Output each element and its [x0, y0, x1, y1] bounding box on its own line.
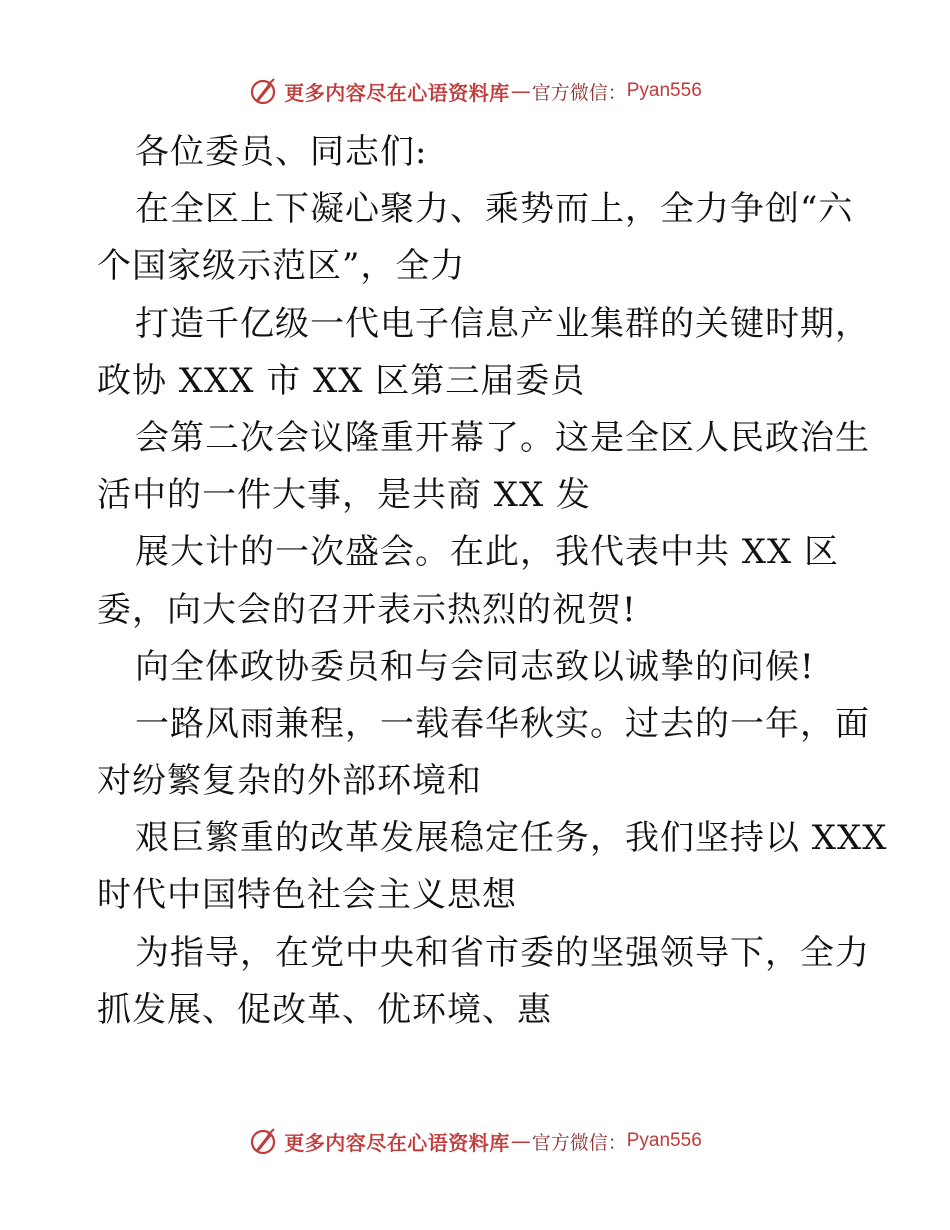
text-line: 为指导，在党中央和省市委的坚强领导下，全力 — [135, 932, 870, 973]
text-line: 向全体政协委员和与会同志致以诚挚的问候! — [135, 646, 815, 687]
text-line: 一路风雨兼程，一载春华秋实。过去的一年，面 — [135, 703, 870, 744]
text-line: 在全区上下凝心聚力、乘势而上，全力争创“六 — [135, 189, 854, 230]
text-line: 政协 XXX 市 XX 区第三届委员 — [97, 360, 586, 401]
banner-wechat-id: Pyan556 — [626, 80, 702, 101]
header-banner — [0, 71, 950, 111]
footer-banner — [0, 1121, 950, 1161]
banner-wechat-id: Pyan556 — [626, 1130, 702, 1151]
text-line: 会第二次会议隆重开幕了。这是全区人民政治生 — [135, 417, 870, 458]
document-body — [97, 124, 888, 1039]
text-line: 活中的一件大事，是共商 XX 发 — [97, 475, 592, 516]
text-line: 个国家级示范区”，全力 — [97, 246, 466, 287]
text-line: 委，向大会的召开表示热烈的祝贺! — [97, 589, 637, 630]
feather-pen-logo-icon — [248, 1126, 278, 1156]
text-line: 时代中国特色社会主义思想 — [97, 875, 517, 916]
banner-wechat-label: 官方微信： — [531, 1131, 627, 1154]
banner-wechat-label: 官方微信： — [531, 81, 627, 104]
feather-pen-logo-icon — [248, 76, 278, 106]
banner-dash: — — [510, 1129, 531, 1153]
text-line: 对纷繁复杂的外部环境和 — [97, 761, 482, 802]
text-line: 抓发展、促改革、优环境、惠 — [97, 989, 552, 1030]
banner-main-text: 更多内容尽在心语资料库 — [284, 1130, 510, 1155]
text-line: 打造千亿级一代电子信息产业集群的关键时期， — [135, 303, 870, 344]
banner-main-text: 更多内容尽在心语资料库 — [284, 80, 510, 105]
text-line: 各位委员、同志们: — [135, 132, 428, 172]
text-line: 艰巨繁重的改革发展稳定任务，我们坚持以 XXX — [135, 818, 888, 859]
text-line: 展大计的一次盛会。在此，我代表中共 XX 区 — [135, 532, 840, 573]
banner-dash: — — [510, 79, 531, 103]
